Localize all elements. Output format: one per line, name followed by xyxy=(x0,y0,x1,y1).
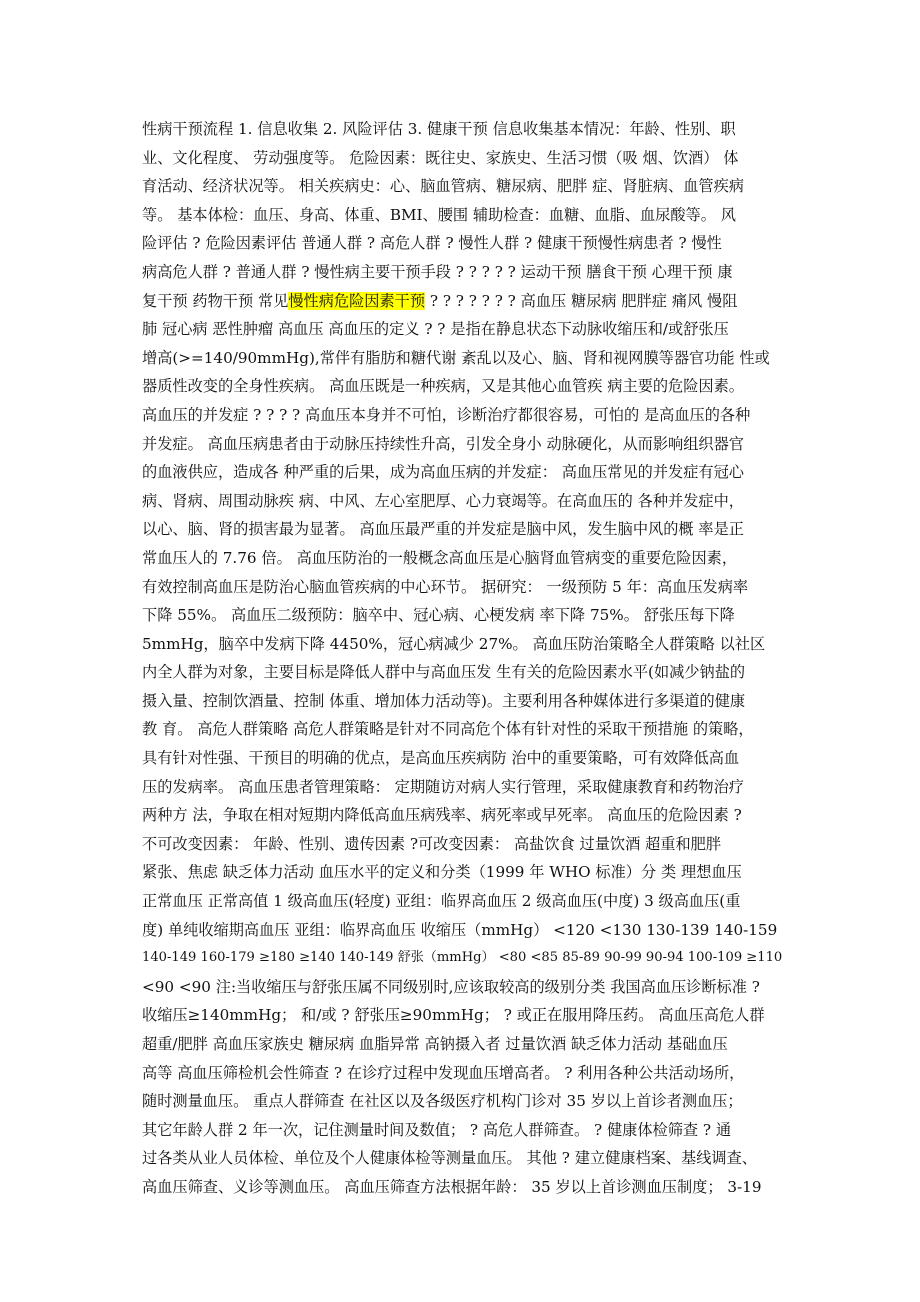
text-line: 常血压人的 7.76 倍。 高血压防治的一般概念高血压是心脑肾血管病变的重要危险因素， xyxy=(142,548,738,567)
text-line: 性病干预流程 1. 信息收集 2. 风险评估 3. 健康干预 信息收集基本情况：年龄、性别、职 xyxy=(142,120,736,138)
text-line: 教 育。 高危人群策略 高危人群策略是针对不同高危个体有针对性的采取干预措施 的策略， xyxy=(142,720,754,739)
text-segment: ? ? ? ? ? ? ? 高血压 糖尿病 肥胖症 痛风 慢阻 xyxy=(425,291,738,310)
text-line: 140-149 160-179 ≥180 ≥140 140-149 舒张（mmHg） <80 <85 85-89 90-99 90-94 100-109 ≥110 xyxy=(142,950,783,966)
text-line: 内全人群为对象，主要目标是降低人群中与高血压发 生有关的危险因素水平(如减少钠盐的 xyxy=(142,663,746,682)
text-line: 下降 55%。 高血压二级预防：脑卒中、冠心病、心梗发病 率下降 75%。 舒张压每下降 xyxy=(142,606,735,625)
text-line: 高血压筛查、义诊等测血压。 高血压筛查方法根据年龄： 35 岁以上首诊测血压制度； 3-19 xyxy=(142,1177,762,1196)
text-line: 过各类从业人员体检、单位及个人健康体检等测量血压。 其他 ? 建立健康档案、基线调查、 xyxy=(142,1149,757,1168)
text-line: 收缩压≥140mmHg； 和/或 ? 舒张压≥90mmHg； ? 或正在服用降压药。 高血压高危人群 xyxy=(142,1006,765,1025)
text-line: 不可改变因素： 年龄、性别、遗传因素 ?可改变因素： 高盐饮食 过量饮酒 超重和肥胖 xyxy=(142,834,722,853)
text-line: 业、文化程度、 劳动强度等。 危险因素：既往史、家族史、生活习惯（吸 烟、饮酒） 体 xyxy=(142,148,739,167)
text-line: 超重/肥胖 高血压家族史 糖尿病 血脂异常 高钠摄入者 过量饮酒 缺乏体力活动 基础血压 xyxy=(142,1035,728,1053)
text-line: 随时测量血压。 重点人群筛查 在社区以及各级医疗机构门诊对 35 岁以上首诊者测血压； xyxy=(142,1092,743,1111)
text-line: 并发症。 高血压病患者由于动脉压持续性升高，引发全身小 动脉硬化，从而影响组织器官 xyxy=(142,434,744,453)
text-segment: 复干预 药物干预 常见 xyxy=(142,291,289,310)
text-line: 具有针对性强、干预目的明确的优点，是高血压疾病防 治中的重要策略，可有效降低高血 xyxy=(142,749,740,768)
text-line: 5mmHg，脑卒中发病下降 4450%，冠心病减少 27%。 高血压防治策略全人群策略 以社区 xyxy=(142,634,766,653)
text-line: 高血压的并发症 ? ? ? ? 高血压本身并不可怕，诊断治疗都很容易，可怕的 是高血压的各种 xyxy=(142,405,751,424)
text-line: 等。 基本体检：血压、身高、体重、BMI、腰围 辅助检查：血糖、血脂、血尿酸等。 风 xyxy=(142,205,736,224)
text-line: 高等 高血压筛检机会性筛查 ? 在诊疗过程中发现血压增高者。 ? 利用各种公共活动场所， xyxy=(142,1063,745,1082)
text-line: 险评估 ? 危险因素评估 普通人群 ? 高危人群 ? 慢性人群 ? 健康干预慢性病患者 ? 慢性 xyxy=(142,234,722,253)
text-line: 育活动、经济状况等。 相关疾病史：心、脑血管病、糖尿病、肥胖 症、肾脏病、血管疾病 xyxy=(142,177,744,196)
text-line: 两种方 法，争取在相对短期内降低高血压病残率、病死率或早死率。 高血压的危险因素 ? xyxy=(142,806,742,825)
text-line xyxy=(142,287,782,316)
text-line: 增高(>=140/90mmHg),常伴有脂肪和糖代谢 紊乱以及心、脑、肾和视网膜等器官功能 性或 xyxy=(142,348,770,367)
text-line: 肺 冠心病 恶性肿瘤 高血压 高血压的定义 ? ? 是指在静息状态下动脉收缩压和/或舒张压 xyxy=(142,320,729,339)
text-line: 压的发病率。 高血压患者管理策略： 定期随访对病人实行管理，采取健康教育和药物治疗 xyxy=(142,777,744,796)
text-line: 其它年龄人群 2 年一次，记住测量时间及数值； ? 高危人群筛查。 ? 健康体检筛查 ? 通 xyxy=(142,1120,732,1139)
text-line: 有效控制高血压是防治心脑血管疾病的中心环节。 据研究： 一级预防 5 年：高血压发病率 xyxy=(142,577,749,596)
text-line: 紧张、焦虑 缺乏体力活动 血压水平的定义和分类（1999 年 WHO 标准）分 类 理想血压 xyxy=(142,863,742,882)
text-line: 病、肾病、周围动脉疾 病、中风、左心室肥厚、心力衰竭等。在高血压的 各种并发症中， xyxy=(142,491,744,510)
text-line: 摄入量、控制饮酒量、控制 体重、增加体力活动等)。主要利用各种媒体进行多渠道的健康 xyxy=(142,691,746,710)
highlighted-text: 慢性病危险因素干预 xyxy=(288,291,426,310)
text-line: 的血液供应，造成各 种严重的后果，成为高血压病的并发症： 高血压常见的并发症有冠心 xyxy=(142,463,744,482)
text-line: <90 <90 注:当收缩压与舒张压属不同级别时,应该取较高的级别分类 我国高血压诊断标准 ? xyxy=(142,977,760,996)
text-line: 器质性改变的全身性疾病。 高血压既是一种疾病，又是其他心血管疾 病主要的危险因素。 xyxy=(142,377,744,396)
body-text xyxy=(142,115,782,1202)
text-line: 病高危人群 ? 普通人群 ? 慢性病主要干预手段 ? ? ? ? ? 运动干预 膳食干预 心理干预 康 xyxy=(142,262,733,281)
text-line: 以心、脑、肾的损害最为显著。 高血压最严重的并发症是脑中风，发生脑中风的概 率是正 xyxy=(142,520,744,539)
text-line: 正常血压 正常高值 1 级高血压(轻度) 亚组：临界高血压 2 级高血压(中度) 3 级高血压(重 xyxy=(142,892,741,911)
text-line: 度) 单纯收缩期高血压 亚组：临界高血压 收缩压（mmHg） <120 <130 130-139 140-159 xyxy=(142,920,778,939)
